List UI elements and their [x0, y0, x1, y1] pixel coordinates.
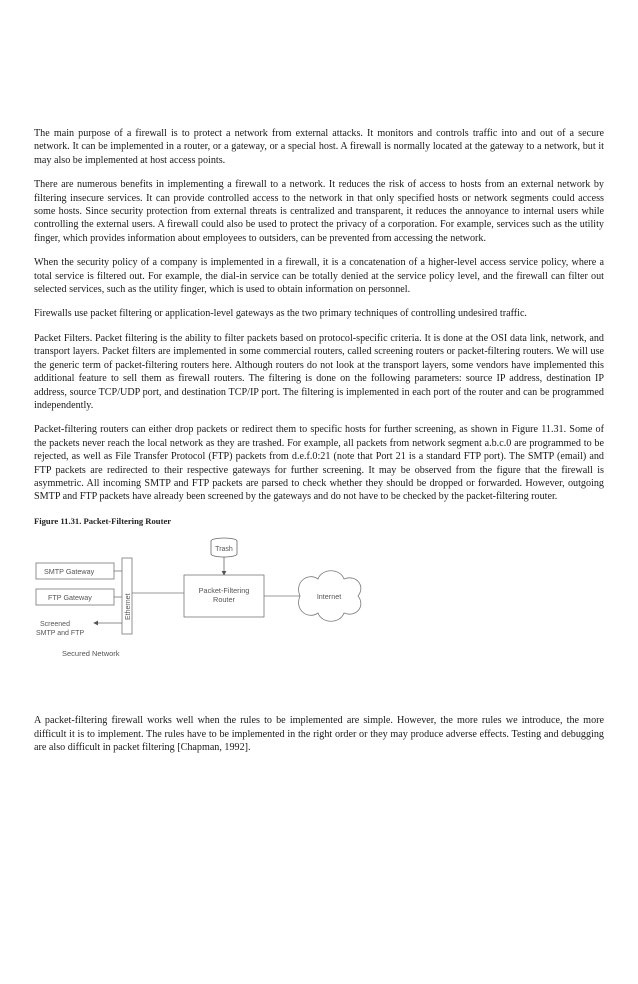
ethernet-label: Ethernet [125, 593, 132, 621]
paragraph-packet-filters: Packet Filters. Packet filtering is the ability to filter packets based on protocol-specific criteria. It is done at the OSI data link, network, and transport layers. Packet filters are implemented in some commercial routers, called screening routers or packet-filtering routers. We will use the generic term of packet-filtering routers here. Although routers do not look at the transport layers, some vendors have implemented this additional feature to sell them as firewall routers. The filtering is done on the following parameters: source IP address, destination IP address, source TCP/UDP port, and destination TCP/IP port. The filtering is implemented in each port of the router and can be programmed independently. [34, 332, 604, 411]
router-label-line2: Router [213, 595, 235, 605]
paragraph-techniques: Firewalls use packet filtering or application-level gateways as the two primary techniques of controlling undesired traffic. [34, 308, 527, 320]
figure-diagram [34, 536, 604, 666]
trash-label: Trash [215, 546, 233, 554]
paragraph-security-policy: When the security policy of a company is implemented in a firewall, it is a concatenation of a higher-level access service policy, where a total service is filtered out. For example, the dial-in service can be totally denied at the service policy level, and the firewall can filter out selected services, such as the utility finger, which is used to obtain information on personnel. [34, 257, 604, 296]
internet-label: Internet [316, 592, 342, 602]
screened-label-line1: Screened [40, 621, 70, 629]
paragraph-firewall-purpose: The main purpose of a firewall is to protect a network from external attacks. It monitors and controls traffic into and out of a secure network. It can be implemented in a router, or a gateway, or a special host. A firewall is normally located at the gateway to a network, but it may also be implemented at host access points. [34, 128, 604, 166]
document-body [34, 127, 604, 765]
packet-filtering-router-figure [34, 536, 604, 666]
paragraph-firewall-benefits: There are numerous benefits in implementing a firewall to a network. It reduces the risk of access to hosts from an external network by filtering insecure services. It can provide controlled access to the network in that only specified hosts or network segments could access some hosts. Since security protection from external threats is centralized and transparent, it reduces the annoyance to internal users while controlling the external users. A firewall could also be used to protect the privacy of a corporation. For example, services such as the utility finger, which provides information about employees to outsiders, can be prevented from accessing the network. [34, 179, 604, 244]
screened-label-line2: SMTP and FTP [36, 630, 85, 638]
paragraph-closing: A packet-filtering firewall works well when the rules to be implemented are simple. However, the more rules we introduce, the more difficult it is to implement. The rules have to be implemented in the right order or they may produce adverse effects. Testing and debugging are also difficult in packet filtering [Chapman, 1992]. [34, 715, 604, 753]
smtp-gateway-label: SMTP Gateway [44, 567, 95, 577]
router-label-line1: Packet-Filtering [198, 586, 250, 596]
ftp-gateway-label: FTP Gateway [48, 593, 92, 603]
trash-icon [211, 538, 237, 557]
paragraph-packet-filtering-routers: Packet-filtering routers can either drop packets or redirect them to specific hosts for further screening, as shown in Figure 11.31. Some of the packets never reach the local network as they are trashed. For example, all packets from network segment a.b.c.0 are programmed to be rejected, as well as File Transfer Protocol (FTP) packets from d.e.f.0:21 (note that Port 21 is a standard FTP port). The SMTP (email) and FTP packets are redirected to their respective gateways for further screening. It may be observed from the figure that the firewall is asymmetric. All incoming SMTP and FTP packets are parsed to check whether they should be dropped or forwarded. However, outgoing SMTP and FTP packets have already been screened by the gateways and do not have to be checked by the packet-filtering router. [34, 424, 604, 503]
figure-caption: Figure 11.31. Packet-Filtering Router [34, 515, 172, 526]
secured-network-label: Secured Network [62, 649, 120, 659]
